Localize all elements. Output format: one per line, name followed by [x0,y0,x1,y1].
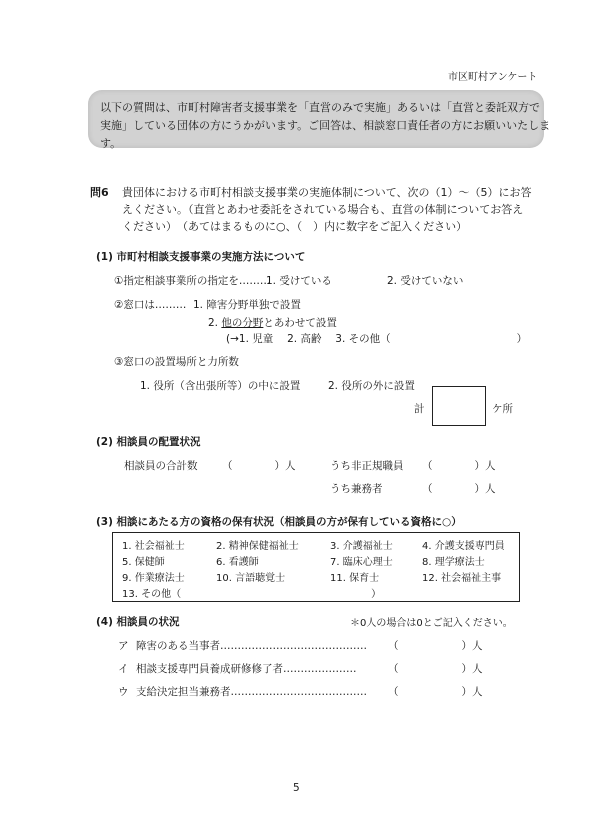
q2-option-2-rest: とあわせて設置 [263,317,337,329]
total-counselors-label: 相談員の合計数 [124,460,198,472]
qualification-item[interactable]: 7. 臨床心理士 [330,557,393,568]
status-row-letter: イ [118,663,129,675]
q3-option-2[interactable]: 2. 役所の外に設置 [328,380,415,392]
question-line-3: ください） （あてはまるものに○、（ ）内に数字をご記入ください） [122,220,468,233]
qualification-item[interactable]: 9. 作業療法士 [122,573,185,584]
status-row-input[interactable]: （ ）人 [388,640,483,652]
q1-option-1[interactable]: 1. 受けている [266,275,332,287]
status-row-letter: ウ [118,686,129,698]
dual-role-input[interactable]: （ ）人 [422,483,496,495]
question-line-1: 貴団体における市町村相談支援事業の実施体制について、次の（1）～（5）にお答 [122,186,532,199]
question-line-2: えください。（直営とあわせ委託をされている場合も、直営の体制についてお答え [122,203,524,216]
q2-sub-options[interactable]: (→1. 児童 2. 高齢 3. その他（ ） [226,333,528,345]
section-1-heading: (1) 市町村相談支援事業の実施方法について [96,251,306,263]
zero-note: ＊0人の場合は0とご記入ください。 [350,618,513,629]
question-number: 問6 [90,186,109,199]
q2-option-1[interactable]: 1. 障害分野単独で設置 [193,299,301,311]
q2-label: ②窓口は……… [114,299,187,311]
qualification-item[interactable]: 4. 介護支援専門員 [422,541,505,552]
section-4-heading: (4) 相談員の状況 [96,616,180,628]
notice-line-3: す。 [100,137,122,150]
q1-option-2[interactable]: 2. 受けていない [387,275,464,287]
qualification-item[interactable]: 8. 理学療法士 [422,557,485,568]
qualification-item[interactable]: 2. 精神保健福祉士 [216,541,299,552]
qualification-item[interactable]: 6. 看護師 [216,557,259,568]
nonregular-staff-input[interactable]: （ ）人 [422,460,496,472]
page-number: 5 [293,782,300,794]
notice-line-2: 実施」している団体の方にうかがいます。ご回答は、相談窓口責任者の方にお願いいたしま [100,119,551,132]
q3-total-input[interactable] [432,386,486,426]
q2-option-2[interactable] [208,315,337,330]
notice-line-1: 以下の質問は、市町村障害者支援事業を「直営のみで実施」あるいは「直営と委託双方で [100,101,540,114]
qualification-item[interactable]: 3. 介護福祉士 [330,541,393,552]
header-label: 市区町村アンケート [448,72,538,83]
qualification-item[interactable]: 5. 保健師 [122,557,165,568]
q3-label: ③窓口の設置場所と力所数 [114,356,239,368]
status-row-label: 障害のある当事者…………………………………… [136,640,367,652]
section-2-heading: (2) 相談員の配置状況 [96,436,201,448]
qualification-item-other[interactable]: 13. その他（ ） [122,589,382,600]
qualification-item[interactable]: 1. 社会福祉士 [122,541,185,552]
total-counselors-input[interactable]: （ ）人 [222,460,296,472]
status-row-letter: ア [118,640,129,652]
status-row-input[interactable]: （ ）人 [388,663,483,675]
qualification-item[interactable]: 11. 保育士 [330,573,380,584]
q2-option-2-number: 2. [208,317,219,329]
nonregular-staff-label: うち非正規職員 [330,460,404,472]
q3-total-label: 計 [414,403,425,415]
section-3-heading: (3) 相談にあたる方の資格の保有状況（相談員の方が保有している資格に○） [96,516,462,528]
q3-unit-label: ケ所 [492,403,513,415]
q2-option-2-other-field: 他の分野 [221,317,264,329]
q3-option-1[interactable]: 1. 役所（含出張所等）の中に設置 [140,380,301,392]
qualification-item[interactable]: 12. 社会福祉主事 [422,573,502,584]
status-row-label: 相談支援専門員養成研修修了者………………… [136,663,357,675]
q1-label: ①指定相談事業所の指定を……… [114,275,271,287]
status-row-label: 支給決定担当兼務者………………………………… [136,686,367,698]
qualification-item[interactable]: 10. 言語聴覚士 [216,573,286,584]
dual-role-label: うち兼務者 [330,483,383,495]
status-row-input[interactable]: （ ）人 [388,686,483,698]
